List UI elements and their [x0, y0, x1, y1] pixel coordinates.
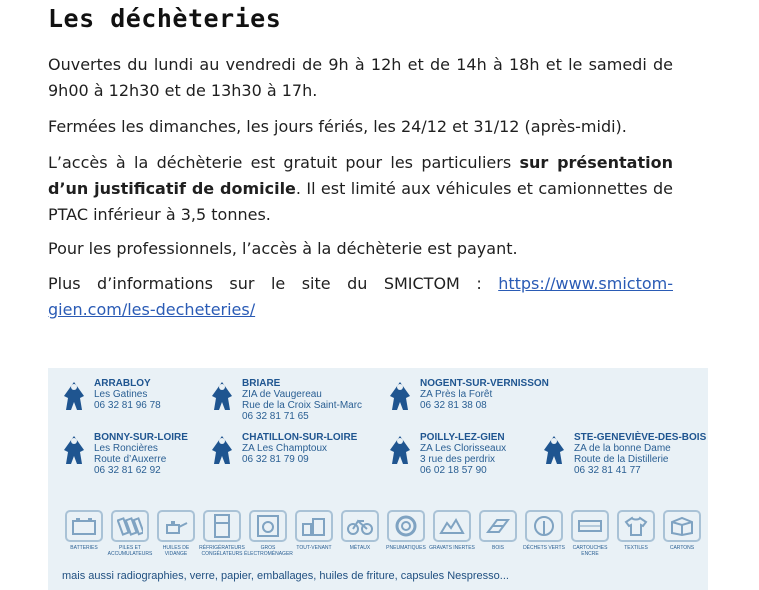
recycling-person-icon	[384, 434, 416, 466]
location-phone: 06 02 18 57 90	[420, 465, 487, 476]
battery-icon	[71, 517, 97, 535]
waste-type-label: TEXTILES	[624, 545, 648, 551]
location-phone: 06 32 81 96 78	[94, 400, 161, 411]
waste-type-gros-electromenager	[244, 510, 292, 557]
location-bonny-sur-loire	[58, 432, 188, 476]
location-address: Route de la Distillerie	[574, 454, 669, 465]
waste-type-huiles	[152, 510, 200, 557]
cardboard-box-icon	[670, 516, 694, 536]
waste-type-piles	[106, 510, 154, 557]
location-briare	[206, 378, 362, 422]
location-phone: 06 32 81 62 92	[94, 465, 161, 476]
location-address: Rue de la Croix Saint-Marc	[242, 400, 363, 411]
location-name: POILLY-LEZ-GIEN	[420, 432, 505, 443]
waste-type-dechets-verts	[520, 510, 568, 551]
location-name: ARRABLOY	[94, 378, 151, 389]
decheteries-info-panel	[48, 368, 708, 590]
waste-type-label: BOIS	[492, 545, 504, 551]
mixed-waste-icon	[301, 516, 327, 536]
location-address: Route d’Auxerre	[94, 454, 167, 465]
access-text-end: . Il est limité aux véhicules et camionnettes de PTAC inférieur à 3,5 tonnes.	[48, 179, 673, 224]
location-phone: 06 32 81 38 08	[420, 400, 487, 411]
cartridge-icon	[577, 518, 603, 534]
other-waste-note: mais aussi radiographies, verre, papier, emballages, huiles de friture, capsules Nespresso...	[62, 570, 509, 582]
access-proof-requirement: sur présentation d’un justificatif de domicile	[48, 153, 673, 198]
page-title: Les déchèteries	[48, 4, 282, 33]
smictom-link[interactable]: https://www.smictom-gien.com/les-decheteries/	[48, 274, 673, 319]
location-phone: 06 32 81 71 65	[242, 411, 309, 422]
waste-type-label: DÉCHETS VERTS	[523, 545, 565, 551]
waste-type-cartouches	[566, 510, 614, 557]
waste-type-metaux	[336, 510, 384, 551]
waste-type-label: GRAVATS INERTES	[429, 545, 475, 551]
location-name: BRIARE	[242, 378, 281, 389]
batteries-icon	[117, 516, 143, 536]
recycling-person-icon	[384, 380, 416, 412]
waste-type-label: PILES ET ACCUMULATEURS	[107, 545, 153, 557]
location-address: ZA Les Clorisseaux	[420, 443, 507, 454]
location-name: NOGENT-SUR-VERNISSON	[420, 378, 549, 389]
green-waste-icon	[533, 515, 555, 537]
recycling-person-icon	[538, 434, 570, 466]
location-address: 3 rue des perdrix	[420, 454, 496, 465]
location-name: BONNY-SUR-LOIRE	[94, 432, 188, 443]
tshirt-icon	[624, 516, 648, 536]
oil-can-icon	[163, 517, 189, 535]
location-chatillon-sur-loire	[206, 432, 357, 466]
professionals-paragraph: Pour les professionnels, l’accès à la déchèterie est payant.	[48, 239, 518, 258]
waste-type-label: BATTERIES	[70, 545, 98, 551]
location-poilly-lez-gien	[384, 432, 506, 476]
location-address: Les Roncières	[94, 443, 158, 454]
bicycle-icon	[346, 517, 374, 535]
tire-icon	[395, 515, 417, 537]
waste-type-refrigerateurs	[198, 510, 246, 557]
waste-type-textiles	[612, 510, 660, 551]
waste-type-label: RÉFRIGÉRATEURS CONGÉLATEURS	[199, 545, 245, 557]
location-address: ZA Les Champtoux	[242, 443, 328, 454]
location-address: ZIA de Vaugereau	[242, 389, 322, 400]
waste-type-batteries	[60, 510, 108, 551]
more-info-text: Plus d’informations sur le site du SMICTOM :	[48, 274, 499, 293]
location-address: ZA Près la Forêt	[420, 389, 493, 400]
closing-days-paragraph: Fermées les dimanches, les jours fériés, les 24/12 et 31/12 (après-midi).	[48, 117, 627, 136]
recycling-person-icon	[58, 380, 90, 412]
waste-type-label: GROS ÉLECTROMÉNAGER	[244, 545, 293, 557]
waste-type-bois	[474, 510, 522, 551]
fridge-icon	[213, 514, 231, 538]
wood-icon	[485, 517, 511, 535]
waste-type-label: TOUT-VENANT	[296, 545, 332, 551]
opening-hours-paragraph: Ouvertes du lundi au vendredi de 9h à 12h et de 14h à 18h et le samedi de 9h00 à 12h30 et de 13h30 à 17h.	[48, 55, 673, 100]
waste-type-label: CARTOUCHES ENCRE	[572, 545, 608, 557]
waste-type-pneumatiques	[382, 510, 430, 551]
access-conditions-paragraph	[48, 150, 673, 228]
location-name: STE-GENEVIÈVE-DES-BOIS	[574, 432, 707, 443]
waste-type-label: CARTONS	[669, 545, 695, 551]
recycling-person-icon	[58, 434, 90, 466]
location-ste-genevieve-des-bois	[538, 432, 706, 476]
waste-type-label: PNEUMATIQUES	[386, 545, 426, 551]
location-address: Les Gatines	[94, 389, 148, 400]
location-name: CHATILLON-SUR-LOIRE	[242, 432, 358, 443]
location-address: ZA de la bonne Dame	[574, 443, 671, 454]
washing-machine-icon	[257, 515, 279, 537]
location-phone: 06 32 81 79 09	[242, 454, 309, 465]
rubble-icon	[439, 517, 465, 535]
location-phone: 06 32 81 41 77	[574, 465, 641, 476]
waste-type-gravats	[428, 510, 476, 551]
location-arrabloy	[58, 378, 161, 412]
waste-type-tout-venant	[290, 510, 338, 551]
waste-type-cartons	[658, 510, 706, 551]
waste-type-label: HUILES DE VIDANGE	[162, 545, 190, 557]
access-text-start: L’accès à la déchèterie est gratuit pour les particuliers	[48, 153, 520, 172]
recycling-person-icon	[206, 380, 238, 412]
recycling-person-icon	[206, 434, 238, 466]
location-nogent-sur-vernisson	[384, 378, 549, 412]
waste-types-row	[60, 510, 700, 562]
more-info-paragraph	[48, 271, 673, 323]
waste-type-label: MÉTAUX	[349, 545, 371, 551]
